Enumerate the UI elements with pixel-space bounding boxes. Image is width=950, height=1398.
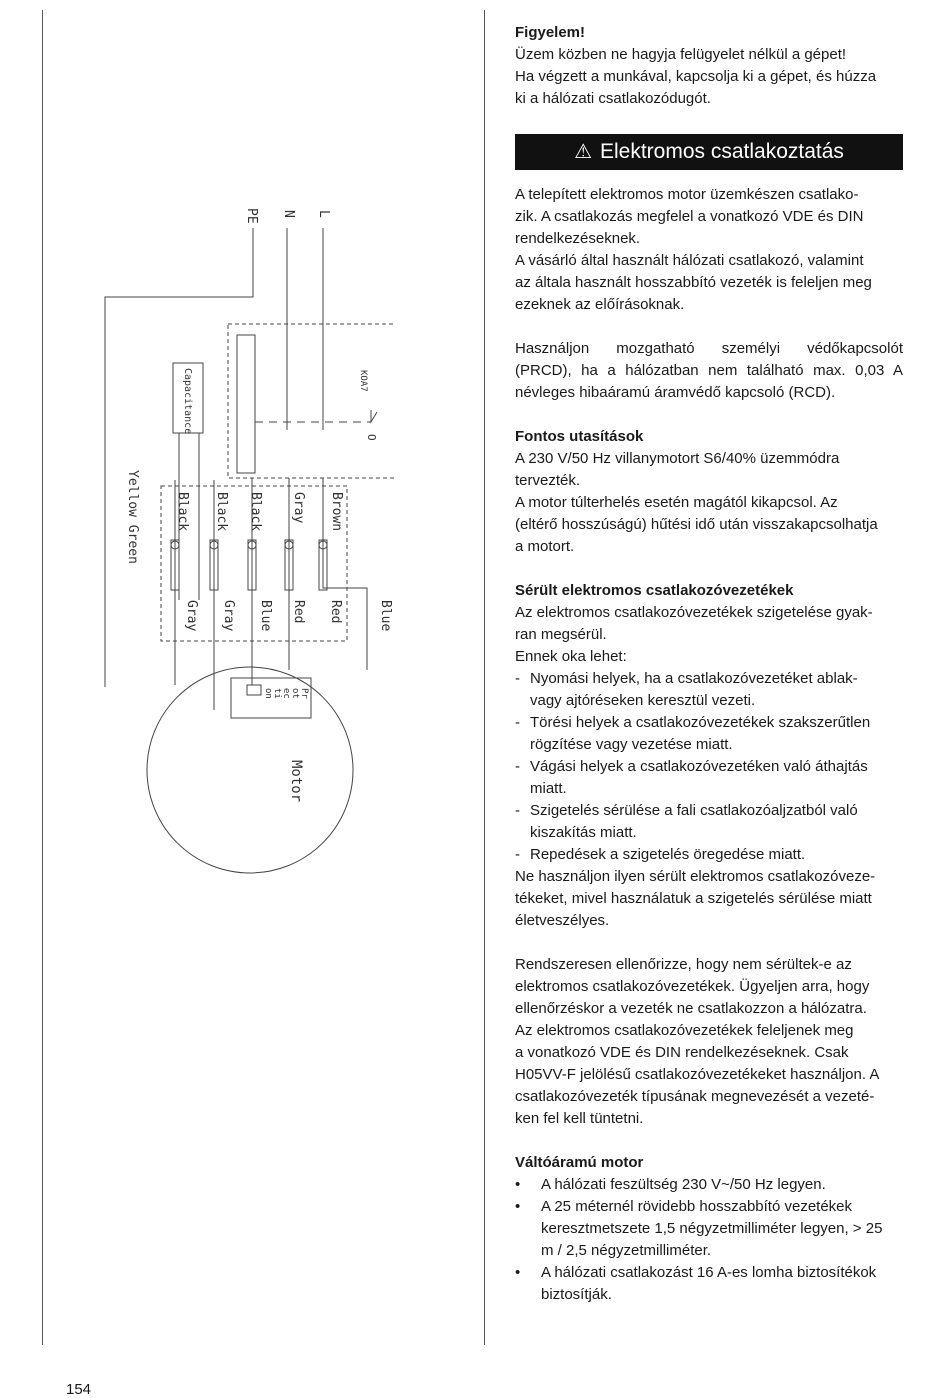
switch-off-label: O bbox=[365, 434, 378, 441]
damaged-closing-line: életveszélyes. bbox=[515, 912, 610, 929]
check-line: H05VV-F jelölésű csatlakozóvezetékeket használjon. A bbox=[515, 1066, 880, 1083]
upper-wire-label: Brown bbox=[329, 492, 344, 532]
important-line: A motor túlterhelés esetén magától kikapcsol. Az bbox=[515, 494, 838, 511]
extra-wire-label: Blue bbox=[378, 600, 393, 632]
damaged-closing-line: tékeket, mivel használatuk a szigetelés sérülése miatt bbox=[515, 890, 872, 907]
intro-line: az általa használt hosszabbító vezeték is feleljen meg bbox=[515, 274, 872, 291]
lower-wire-label: Red bbox=[328, 600, 343, 624]
left-margin-rule bbox=[42, 10, 43, 1345]
important-section bbox=[515, 426, 903, 558]
list-item: - Szigetelés sérülése a fali csatlakozóaljzatból való kiszakítás miatt. bbox=[515, 802, 858, 841]
list-item: - Vágási helyek a csatlakozóvezetéken való áthajtás miatt. bbox=[515, 758, 868, 797]
protection-label: Pr bbox=[299, 688, 309, 699]
check-line: a vonatkozó VDE és DIN rendelkezéseknek. Csak bbox=[515, 1044, 849, 1061]
prcd-line: Használjon mozgatható személyi védőkapcsolót bbox=[515, 340, 903, 357]
lower-wire-label: Gray bbox=[184, 600, 199, 632]
text-column bbox=[515, 22, 903, 1306]
line-label-pe: PE bbox=[244, 208, 259, 224]
check-line: Az elektromos csatlakozóvezetékek feleljenek meg bbox=[515, 1022, 854, 1039]
check-paragraph bbox=[515, 954, 903, 1130]
list-item: - Repedések a szigetelés öregedése miatt. bbox=[515, 846, 806, 863]
important-line: (eltérő hosszúságú) hűtési idő után visszakapcsolhatja bbox=[515, 516, 878, 533]
damaged-heading: Sérült elektromos csatlakozóvezetékek bbox=[515, 582, 794, 599]
prcd-paragraph bbox=[515, 338, 903, 404]
warning-triangle-icon: ⚠ bbox=[574, 141, 592, 163]
intro-line: ezeknek az előírásoknak. bbox=[515, 296, 685, 313]
protection-label: ec bbox=[281, 688, 291, 699]
important-line: A 230 V/50 Hz villanymotort S6/40% üzemmódra bbox=[515, 450, 840, 467]
important-line: a motort. bbox=[515, 538, 575, 555]
list-item: • A hálózati csatlakozást 16 A-es lomha biztosítékok biztosítják. bbox=[515, 1264, 877, 1303]
protection-label: ot bbox=[290, 688, 300, 699]
intro-paragraph bbox=[515, 184, 903, 316]
intro-line: zik. A csatlakozás megfelel a vonatkozó VDE és DIN bbox=[515, 208, 864, 225]
line-label-n: N bbox=[281, 210, 296, 218]
lower-wire-label: Blue bbox=[258, 600, 273, 632]
switch-label: KOA7 bbox=[358, 370, 368, 392]
protection-label: ti bbox=[272, 688, 282, 699]
protection-label: on bbox=[263, 688, 273, 699]
upper-wire-label: Black bbox=[248, 492, 263, 532]
attention-line: Ha végzett a munkával, kapcsolja ki a gépet, és húzza bbox=[515, 68, 877, 85]
check-line: ken fel kell tüntetni. bbox=[515, 1110, 644, 1127]
capacitor-label: Capacitance bbox=[182, 368, 193, 435]
upper-wire-label: Gray bbox=[291, 492, 306, 524]
damaged-section bbox=[515, 580, 903, 932]
check-line: csatlakozóvezeték típusának megnevezését a vezeté- bbox=[515, 1088, 875, 1105]
ac-motor-section bbox=[515, 1152, 903, 1306]
wiring-diagram bbox=[95, 190, 395, 880]
damaged-closing-line: Ne használjon ilyen sérült elektromos csatlakozóveze- bbox=[515, 868, 876, 885]
list-item: • A hálózati feszültség 230 V~/50 Hz legyen. bbox=[515, 1176, 826, 1193]
intro-line: rendelkezéseknek. bbox=[515, 230, 641, 247]
important-line: tervezték. bbox=[515, 472, 581, 489]
check-line: ellenőrzéskor a vezeték ne csatlakozzon a hálózatra. bbox=[515, 1000, 867, 1017]
page-number: 154 bbox=[66, 1381, 92, 1398]
column-divider-rule bbox=[484, 10, 485, 1345]
intro-line: A telepített elektromos motor üzemkészen csatlako- bbox=[515, 186, 859, 203]
lower-wire-label: Red bbox=[291, 600, 306, 624]
damaged-line: Ennek oka lehet: bbox=[515, 648, 627, 665]
lower-wire-label: Gray bbox=[221, 600, 236, 632]
ac-motor-heading: Váltóáramú motor bbox=[515, 1154, 644, 1171]
prcd-line: névleges hibaáramú áramvédő kapcsoló (RCD). bbox=[515, 384, 836, 401]
list-item: - Törési helyek a csatlakozóvezetékek szakszerűtlen rögzítése vagy vezetése miatt. bbox=[515, 714, 871, 753]
upper-wire-label: Black bbox=[175, 492, 190, 532]
intro-line: A vásárló által használt hálózati csatlakozó, valamint bbox=[515, 252, 864, 269]
attention-line: ki a hálózati csatlakozódugót. bbox=[515, 90, 711, 107]
attention-heading: Figyelem! bbox=[515, 24, 586, 41]
line-label-l: L bbox=[316, 210, 331, 218]
attention-line: Üzem közben ne hagyja felügyelet nélkül a gépet! bbox=[515, 46, 847, 63]
section-banner bbox=[515, 134, 903, 170]
check-line: Rendszeresen ellenőrizze, hogy nem sérültek-e az bbox=[515, 956, 852, 973]
list-item: • A 25 méternél rövidebb hosszabbító vezetékek keresztmetszete 1,5 négyzetmilliméter legyen, > 25 m / 2,5 négyzetmilliméter. bbox=[515, 1198, 883, 1259]
check-line: elektromos csatlakozóvezetékek. Ügyeljen arra, hogy bbox=[515, 978, 870, 995]
motor-label: Motor bbox=[288, 760, 304, 803]
damaged-line: Az elektromos csatlakozóvezetékek szigetelése gyak- bbox=[515, 604, 873, 621]
upper-wire-label: Black bbox=[214, 492, 229, 532]
earth-wire-label: Yellow Green bbox=[125, 470, 140, 564]
damaged-line: ran megsérül. bbox=[515, 626, 607, 643]
list-item: - Nyomási helyek, ha a csatlakozóvezetéket ablak- vagy ajtóréseken keresztül vezeti. bbox=[515, 670, 858, 709]
section-title: Elektromos csatlakoztatás bbox=[600, 140, 844, 163]
prcd-line: (PRCD), ha a hálózatban nem található max. 0,03 A bbox=[515, 362, 903, 379]
important-heading: Fontos utasítások bbox=[515, 428, 644, 445]
